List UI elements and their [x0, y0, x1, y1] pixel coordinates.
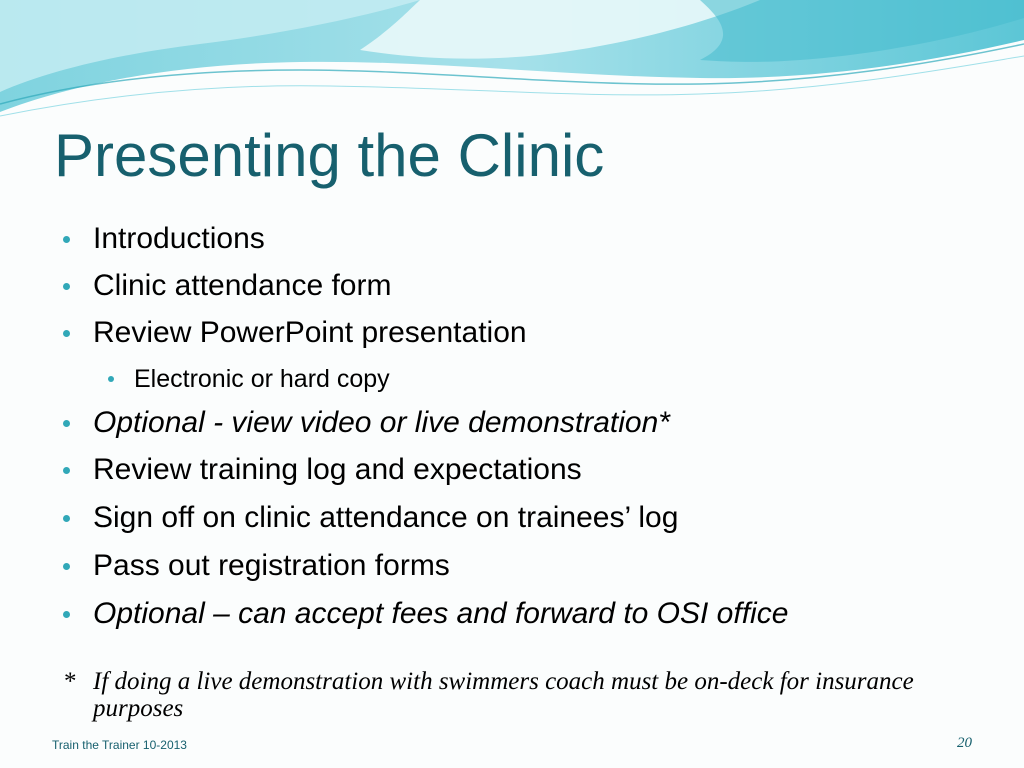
slide-number: 20 [957, 735, 972, 751]
bullet-text: Introductions [93, 222, 265, 255]
bullet-dot-icon [63, 420, 70, 427]
slide-title: Presenting the Clinic [54, 122, 605, 189]
bullet-dot-icon [63, 515, 70, 522]
bullet-dot-icon [108, 376, 114, 382]
bullet-dot-icon [63, 330, 70, 337]
bullet-text: Electronic or hard copy [134, 365, 390, 393]
wave-decoration [0, 0, 1024, 130]
bullet-dot-icon [63, 236, 70, 243]
bullet-dot-icon [63, 563, 70, 570]
bullet-dot-icon [63, 283, 70, 290]
footnote-asterisk: * [64, 668, 77, 695]
bullet-text: Pass out registration forms [93, 549, 450, 582]
bullet-text: Clinic attendance form [93, 269, 392, 302]
footer-text: Train the Trainer 10-2013 [52, 738, 187, 752]
bullet-text: Review training log and expectations [93, 453, 582, 486]
bullet-text: Optional - view video or live demonstration* [93, 406, 670, 439]
bullet-dot-icon [63, 611, 70, 618]
bullet-text: Sign off on clinic attendance on trainees’ log [93, 501, 679, 534]
bullet-text: Review PowerPoint presentation [93, 316, 527, 349]
bullet-text: Optional – can accept fees and forward to OSI office [93, 597, 789, 630]
bullet-dot-icon [63, 467, 70, 474]
footnote-text: If doing a live demonstration with swimmers coach must be on-deck for insurance purposes [93, 668, 914, 722]
